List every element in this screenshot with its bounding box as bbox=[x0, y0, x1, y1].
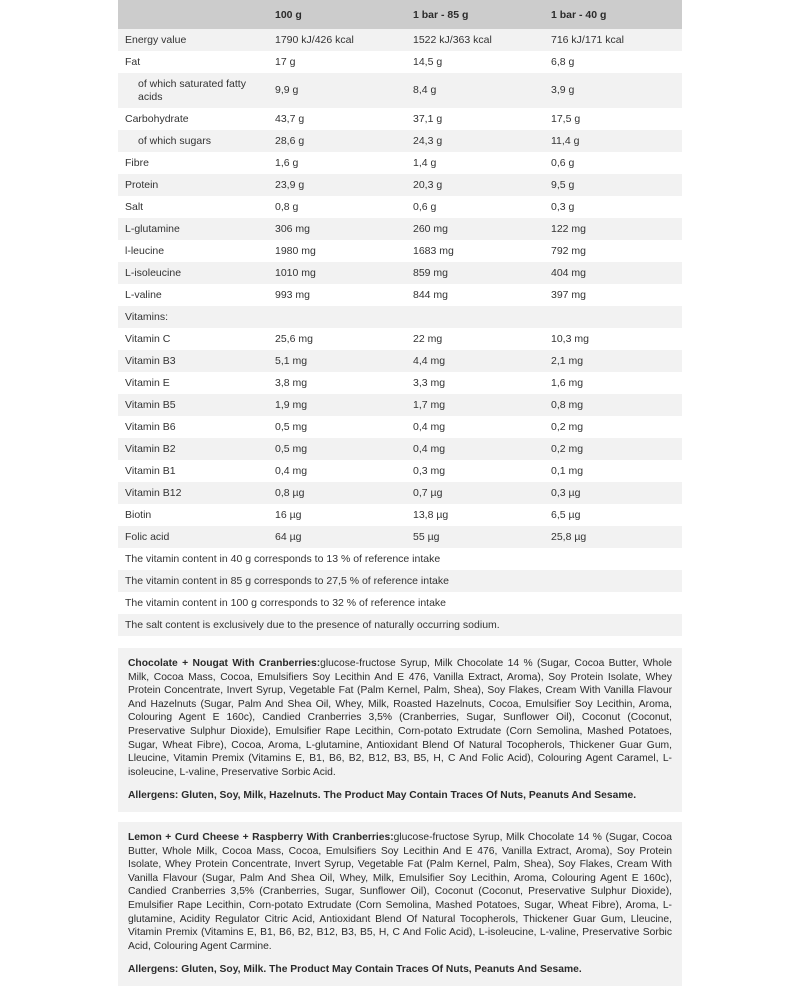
ingredient-text bbox=[128, 831, 672, 953]
table-row bbox=[118, 108, 682, 130]
nutrient-label: Fibre bbox=[118, 152, 268, 174]
value-bar-40g: 0,3 g bbox=[544, 196, 682, 218]
nutrient-label: Vitamins: bbox=[118, 306, 268, 328]
table-note-row bbox=[118, 548, 682, 570]
table-row bbox=[118, 262, 682, 284]
value-100g: 25,6 mg bbox=[268, 328, 406, 350]
table-row bbox=[118, 174, 682, 196]
value-bar-85g: 0,7 µg bbox=[406, 482, 544, 504]
value-bar-85g: 13,8 µg bbox=[406, 504, 544, 526]
ingredient-block bbox=[118, 648, 682, 812]
table-row bbox=[118, 196, 682, 218]
value-bar-85g: 22 mg bbox=[406, 328, 544, 350]
nutrient-label: Protein bbox=[118, 174, 268, 196]
table-row bbox=[118, 306, 682, 328]
table-row bbox=[118, 416, 682, 438]
column-header-label bbox=[118, 0, 268, 29]
ingredient-block bbox=[118, 822, 682, 986]
value-bar-85g: 8,4 g bbox=[406, 73, 544, 108]
table-row bbox=[118, 284, 682, 306]
nutrient-label: L-isoleucine bbox=[118, 262, 268, 284]
value-100g: 993 mg bbox=[268, 284, 406, 306]
value-bar-40g bbox=[544, 306, 682, 328]
value-bar-85g: 14,5 g bbox=[406, 51, 544, 73]
value-bar-40g: 792 mg bbox=[544, 240, 682, 262]
table-note-row bbox=[118, 592, 682, 614]
value-100g: 1790 kJ/426 kcal bbox=[268, 29, 406, 51]
nutrient-label: Salt bbox=[118, 196, 268, 218]
value-100g: 5,1 mg bbox=[268, 350, 406, 372]
value-bar-40g: 716 kJ/171 kcal bbox=[544, 29, 682, 51]
table-row bbox=[118, 29, 682, 51]
nutrient-label: L-glutamine bbox=[118, 218, 268, 240]
nutrient-label: of which saturated fatty acids bbox=[118, 73, 268, 108]
value-bar-85g bbox=[406, 306, 544, 328]
value-100g bbox=[268, 306, 406, 328]
nutrition-table-head bbox=[118, 0, 682, 29]
value-bar-85g: 1,4 g bbox=[406, 152, 544, 174]
table-row bbox=[118, 460, 682, 482]
nutrient-label: Vitamin E bbox=[118, 372, 268, 394]
value-100g: 17 g bbox=[268, 51, 406, 73]
value-bar-85g: 0,6 g bbox=[406, 196, 544, 218]
column-header-bar-40g: 1 bar - 40 g bbox=[544, 0, 682, 29]
value-bar-85g: 1683 mg bbox=[406, 240, 544, 262]
value-bar-40g: 2,1 mg bbox=[544, 350, 682, 372]
value-bar-40g: 0,3 µg bbox=[544, 482, 682, 504]
table-row bbox=[118, 328, 682, 350]
nutrient-label: Vitamin B12 bbox=[118, 482, 268, 504]
table-row bbox=[118, 218, 682, 240]
value-100g: 0,4 mg bbox=[268, 460, 406, 482]
value-bar-85g: 3,3 mg bbox=[406, 372, 544, 394]
value-100g: 9,9 g bbox=[268, 73, 406, 108]
value-bar-40g: 0,6 g bbox=[544, 152, 682, 174]
table-row bbox=[118, 240, 682, 262]
value-bar-40g: 9,5 g bbox=[544, 174, 682, 196]
ingredient-text bbox=[128, 657, 672, 779]
table-note-text: The vitamin content in 100 g corresponds to 32 % of reference intake bbox=[118, 592, 682, 614]
value-bar-40g: 397 mg bbox=[544, 284, 682, 306]
value-100g: 0,5 mg bbox=[268, 438, 406, 460]
value-bar-40g: 25,8 µg bbox=[544, 526, 682, 548]
value-bar-40g: 6,8 g bbox=[544, 51, 682, 73]
value-100g: 1010 mg bbox=[268, 262, 406, 284]
value-bar-40g: 0,1 mg bbox=[544, 460, 682, 482]
ingredient-title: Chocolate + Nougat With Cranberries: bbox=[128, 658, 321, 669]
nutrient-label: Vitamin B3 bbox=[118, 350, 268, 372]
ingredients-section bbox=[0, 648, 800, 986]
value-bar-40g: 6,5 µg bbox=[544, 504, 682, 526]
value-bar-85g: 0,4 mg bbox=[406, 438, 544, 460]
value-100g: 0,8 µg bbox=[268, 482, 406, 504]
table-row bbox=[118, 526, 682, 548]
nutrient-label: l-leucine bbox=[118, 240, 268, 262]
nutrient-label: Fat bbox=[118, 51, 268, 73]
value-bar-40g: 0,2 mg bbox=[544, 438, 682, 460]
value-bar-85g: 55 µg bbox=[406, 526, 544, 548]
value-100g: 306 mg bbox=[268, 218, 406, 240]
table-note-text: The vitamin content in 85 g corresponds to 27,5 % of reference intake bbox=[118, 570, 682, 592]
value-bar-85g: 20,3 g bbox=[406, 174, 544, 196]
table-note-row bbox=[118, 570, 682, 592]
allergens-text bbox=[128, 963, 672, 977]
nutrient-label: Vitamin B5 bbox=[118, 394, 268, 416]
table-row bbox=[118, 350, 682, 372]
table-note-text: The salt content is exclusively due to the presence of naturally occurring sodium. bbox=[118, 614, 682, 636]
nutrient-label: Vitamin B1 bbox=[118, 460, 268, 482]
table-row bbox=[118, 504, 682, 526]
column-header-100g: 100 g bbox=[268, 0, 406, 29]
column-header-bar-85g: 1 bar - 85 g bbox=[406, 0, 544, 29]
nutrition-table-body bbox=[118, 29, 682, 636]
value-100g: 23,9 g bbox=[268, 174, 406, 196]
value-bar-40g: 17,5 g bbox=[544, 108, 682, 130]
value-100g: 1980 mg bbox=[268, 240, 406, 262]
nutrient-label: Vitamin B6 bbox=[118, 416, 268, 438]
nutrient-label: Biotin bbox=[118, 504, 268, 526]
value-100g: 64 µg bbox=[268, 526, 406, 548]
value-100g: 3,8 mg bbox=[268, 372, 406, 394]
value-100g: 1,9 mg bbox=[268, 394, 406, 416]
allergens-text bbox=[128, 789, 672, 803]
value-bar-40g: 11,4 g bbox=[544, 130, 682, 152]
allergens-label: Allergens: Gluten, Soy, Milk, Hazelnuts. The Product May Contain Traces Of Nuts, Peanuts And Sesame. bbox=[128, 790, 637, 802]
value-bar-40g: 1,6 mg bbox=[544, 372, 682, 394]
value-100g: 1,6 g bbox=[268, 152, 406, 174]
value-100g: 0,5 mg bbox=[268, 416, 406, 438]
value-100g: 28,6 g bbox=[268, 130, 406, 152]
table-header-row bbox=[118, 0, 682, 29]
value-bar-40g: 0,2 mg bbox=[544, 416, 682, 438]
value-bar-85g: 1,7 mg bbox=[406, 394, 544, 416]
allergens-label: Allergens: Gluten, Soy, Milk. The Product May Contain Traces Of Nuts, Peanuts And Sesame. bbox=[128, 964, 582, 976]
nutrition-table bbox=[118, 0, 682, 636]
table-row bbox=[118, 51, 682, 73]
ingredient-title: Lemon + Curd Cheese + Raspberry With Cranberries: bbox=[128, 831, 394, 843]
value-bar-85g: 260 mg bbox=[406, 218, 544, 240]
value-100g: 16 µg bbox=[268, 504, 406, 526]
nutrient-label: Vitamin C bbox=[118, 328, 268, 350]
table-row bbox=[118, 372, 682, 394]
table-note-text: The vitamin content in 40 g corresponds to 13 % of reference intake bbox=[118, 548, 682, 570]
nutrient-label: Energy value bbox=[118, 29, 268, 51]
nutrient-label: L-valine bbox=[118, 284, 268, 306]
table-row bbox=[118, 152, 682, 174]
nutrient-label: Vitamin B2 bbox=[118, 438, 268, 460]
ingredient-body: glucose-fructose Syrup, Milk Chocolate 14 % (Sugar, Cocoa Butter, Whole Milk, Cocoa Mass, Cocoa, Emulsifiers Soy Lecithin And E 476, Vanilla Extract, Aroma), Soy Protein Isolate, Whey Protein Concentrate, Invert Syrup, Vegetable Fat (Palm Kernel, Palm, Shea), Soy Flakes, Cream With Vanilla Flavour And Hazelnuts (Sugar, Palm And Shea Oil, Whey, Milk, Roasted Hazelnuts, Cocoa, Emulsifier Soy Lecithin, Aroma, Colouring Agent E 160c), Candied Cranberries 3,5% (Cranberries, Sugar, Sunflower Oil), Coconut (Coconut, Preservative Sulphur Dioxide), Emulsifier Rape Lecithin, Corn-potato Extrudate (Corn Semolina, Mashed Potatoes, Sugar, Wheat Fibre), Cocoa, Aroma, L-glutamine, Antioxidant Blend Of Natural Tocopherols, Thickener Guar Gum, Lleucine, Vitamin Premix (Vitamins E, B1, B6, B2, B12, B3, B5, H, C And Folic Acid), Colouring Agent Caramel, L-isoleucine, L-valine, Preservative Sorbic Acid. bbox=[128, 658, 672, 778]
value-bar-85g: 4,4 mg bbox=[406, 350, 544, 372]
table-note-row bbox=[118, 614, 682, 636]
value-bar-40g: 0,8 mg bbox=[544, 394, 682, 416]
value-100g: 0,8 g bbox=[268, 196, 406, 218]
table-row bbox=[118, 482, 682, 504]
value-100g: 43,7 g bbox=[268, 108, 406, 130]
table-row bbox=[118, 438, 682, 460]
value-bar-85g: 24,3 g bbox=[406, 130, 544, 152]
ingredient-body: glucose-fructose Syrup, Milk Chocolate 14 % (Sugar, Cocoa Butter, Whole Milk, Cocoa Mass, Cocoa, Emulsifiers Soy Lecithin And E 476, Vanilla Extract, Aroma), Soy Protein Isolate, Whey Protein Concentrate, Invert Syrup, Vegetable Fat (Palm Kernel, Palm, Shea), Soy Flakes, Cream With Vanilla Flavour (Sugar, Palm And Shea Oil, Whey, Milk, Emulsifier Soy Lecithin, Aroma, Colouring Agent E 160c), Candied Cranberries 3,5% (Cranberries, Sugar, Sunflower Oil), Coconut (Coconut, Preservative Sulphur Dioxide), Emulsifier Rape Lecithin, Corn-potato Extrudate (Corn Semolina, Mashed Potatoes, Sugar, Wheat Fibre), Aroma, L-glutamine, Acidity Regulator Citric Acid, Antioxidant Blend Of Natural Tocopherols, Thickener Guar Gum, Lleucine, Vitamin Premix (Vitamins E, B1, B6, B2, B12, B3, B5, H, C And Folic Acid), L-isoleucine, L-valine, Preservative Sorbic Acid, Colouring Agent Carmine. bbox=[128, 831, 673, 952]
value-bar-85g: 37,1 g bbox=[406, 108, 544, 130]
nutrient-label: Carbohydrate bbox=[118, 108, 268, 130]
nutrient-label: Folic acid bbox=[118, 526, 268, 548]
value-bar-85g: 0,3 mg bbox=[406, 460, 544, 482]
value-bar-85g: 1522 kJ/363 kcal bbox=[406, 29, 544, 51]
nutrient-label: of which sugars bbox=[118, 130, 268, 152]
value-bar-85g: 844 mg bbox=[406, 284, 544, 306]
value-bar-85g: 0,4 mg bbox=[406, 416, 544, 438]
table-row bbox=[118, 73, 682, 108]
table-row bbox=[118, 394, 682, 416]
value-bar-40g: 3,9 g bbox=[544, 73, 682, 108]
table-row bbox=[118, 130, 682, 152]
value-bar-40g: 404 mg bbox=[544, 262, 682, 284]
value-bar-85g: 859 mg bbox=[406, 262, 544, 284]
value-bar-40g: 122 mg bbox=[544, 218, 682, 240]
value-bar-40g: 10,3 mg bbox=[544, 328, 682, 350]
